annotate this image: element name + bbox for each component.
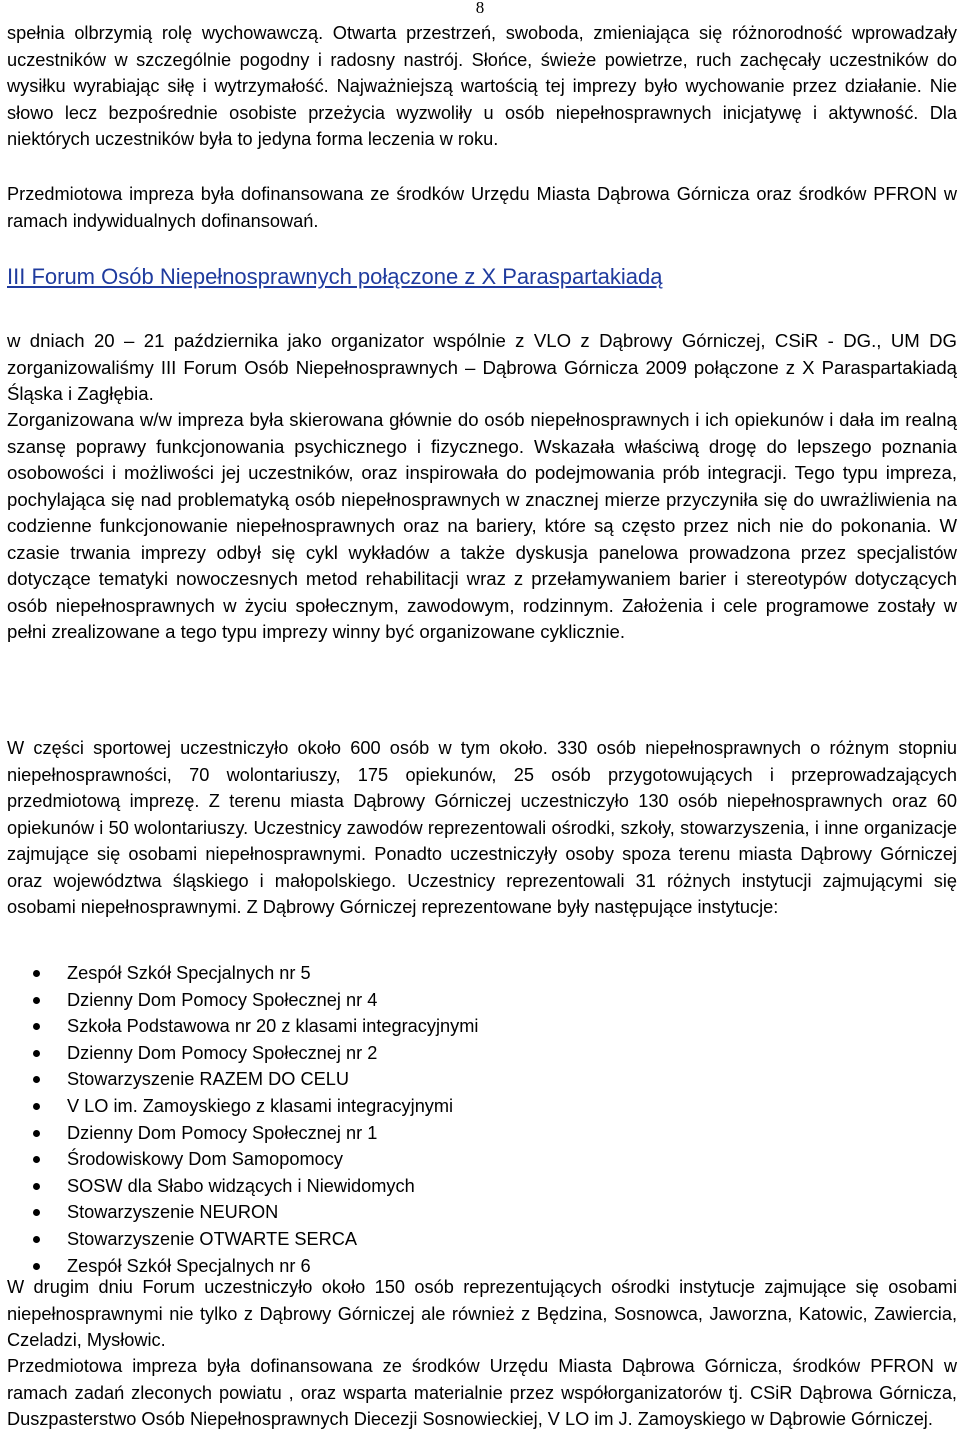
bullet-icon [33,970,40,977]
list-item [0,987,950,1014]
page-number: 8 [475,0,485,17]
institutions-list [0,960,950,1279]
list-item-label: SOSW dla Słabo widzących i Niewidomych [67,1175,415,1196]
list-item-label: Dzienny Dom Pomocy Społecznej nr 4 [67,989,378,1010]
list-item-label: Dzienny Dom Pomocy Społecznej nr 1 [67,1122,378,1143]
list-item-label: Środowiskowy Dom Samopomocy [67,1149,343,1170]
bullet-icon [33,1236,40,1243]
bullet-icon [33,1076,40,1083]
section-paragraph-2: Zorganizowana w/w impreza była skierowana głównie do osób niepełnosprawnych i ich opiekunów i dała im realną szansę poprawy funkcjonowania psychicznego i fizycznego. Wskazała właściwą drogę do lepszego poznania osobowości i możliwości jej uczestników, oraz inspirowała do podejmowania prób integracji. Tego typu impreza, pochylająca się nad problematyką osób niepełnosprawnych w znacznej mierze przyczyniła się do uwrażliwienia na codzienne funkcjonowanie niepełnosprawnych oraz na bariery, które są często przez nich nie do pokonania. W czasie trwania imprezy odbył się cykl wykładów a także dyskusja panelowa prowadzona przez specjalistów dotyczące tematyki nowoczesnych metod rehabilitacji wraz z przełamywaniem barier i stereotypów dotyczących osób niepełnosprawnych w życiu społecznym, zawodowym, rodzinnym. Założenia i cele programowe zostały w pełni zrealizowane a tego typu imprezy winny być organizowane cyklicznie. [7,409,957,642]
intro-paragraph-2: Przedmiotowa impreza była dofinansowana ze środków Urzędu Miasta Dąbrowa Górnicza oraz środków PFRON w ramach indywidualnych dofinansowań. [7,184,957,231]
section-paragraph-5: Przedmiotowa impreza była dofinansowana ze środków Urzędu Miasta Dąbrowa Górnicza, środków PFRON w ramach zadań zleconych powiatu , oraz wsparta materialnie przez współorganizatorów tj. CSiR Dąbrowa Górnicza, Duszpasterstwo Osób Niepełnosprawnych Diecezji Sosnowieckiej, V LO im J. Zamoyskiego w Dąbrowie Górniczej. [7,1356,957,1429]
bullet-icon [33,1050,40,1057]
list-item [0,1013,950,1040]
section-paragraph-3: W części sportowej uczestniczyło około 600 osób w tym około. 330 osób niepełnosprawnych o różnym stopniu niepełnosprawności, 70 wolontariuszy, 175 opiekunów, 25 osób przygotowujących i przeprowadzających przedmiotową imprezę. Z terenu miasta Dąbrowy Górniczej uczestniczyło 130 osób niepełnosprawnych oraz 60 opiekunów i 50 wolontariuszy. Uczestnicy zawodów reprezentowali ośrodki, szkoły, stowarzyszenia, i inne organizacje zajmujące się osobami niepełnosprawnymi. Ponadto uczestniczyły osoby spoza terenu miasta Dąbrowy Górniczej oraz województwa śląskiego i małopolskiego. Uczestnicy reprezentowali 31 różnych instytucji zajmującymi się osobami niepełnosprawnymi. Z Dąbrowy Górniczej reprezentowane były następujące instytucje: [7,738,957,917]
list-item-label: Zespół Szkół Specjalnych nr 5 [67,963,311,983]
list-item [0,1146,950,1173]
list-item-label: V LO im. Zamoyskiego z klasami integracyjnymi [67,1095,454,1116]
list-item [0,1066,950,1093]
list-item-label: Stowarzyszenie RAZEM DO CELU [67,1069,349,1090]
list-item [0,1173,950,1200]
bullet-icon [33,1183,40,1190]
list-item [0,1120,950,1147]
list-item-label: Stowarzyszenie NEURON [67,1202,279,1223]
bullet-icon [33,1263,40,1270]
section-paragraph-4: W drugim dniu Forum uczestniczyło około 150 osób reprezentujących ośrodki instytucje zajmujące się osobami niepełnosprawnymi nie tylko z Dąbrowy Górniczej ale również z Będzina, Sosnowca, Jaworzna, Katowic, Zawiercia, Czeladzi, Mysłowic. [7,1277,957,1350]
section-paragraph-1: w dniach 20 – 21 października jako organizator wspólnie z VLO z Dąbrowy Górniczej, CSiR - DG., UM DG zorganizowaliśmy III Forum Osób Niepełnosprawnych – Dąbrowa Górnicza 2009 połączone z X Paraspartakiadą Śląska i Zagłębia. [7,330,957,404]
list-item [0,1093,950,1120]
list-item-label: Szkoła Podstawowa nr 20 z klasami integracyjnymi [67,1016,479,1037]
list-item-label: Stowarzyszenie OTWARTE SERCA [67,1228,358,1249]
list-item-label: Dzienny Dom Pomocy Społecznej nr 2 [67,1042,378,1063]
bullet-icon [33,1103,40,1110]
intro-paragraph-1: spełnia olbrzymią rolę wychowawczą. Otwarta przestrzeń, swoboda, zmieniająca się różnorodność wprowadzały uczestników w szczególnie pogodny i radosny nastrój. Słońce, świeże powietrze, ruch zachęcały uczestników do wysiłku wyrabiając siłę i wytrzymałość. Najważniejszą wartością tej imprezy było wychowanie przez działanie. Nie słowo lecz bezpośrednie osobiste przeżycia wyzwoliły u osób niepełnosprawnych inicjatywę i aktywność. Dla niektórych uczestników była to jedyna forma leczenia w roku. [7,23,957,149]
list-item [0,960,950,987]
bullet-icon [33,997,40,1004]
bullet-icon [33,1156,40,1163]
bullet-icon [33,1023,40,1030]
list-item [0,1199,950,1226]
list-item-label: Zespół Szkół Specjalnych nr 6 [67,1255,311,1276]
bullet-icon [33,1130,40,1137]
list-item [0,1226,950,1253]
list-item [0,1040,950,1067]
bullet-icon [33,1209,40,1216]
section-heading: III Forum Osób Niepełnosprawnych połączone z X Paraspartakiadą [7,264,663,289]
